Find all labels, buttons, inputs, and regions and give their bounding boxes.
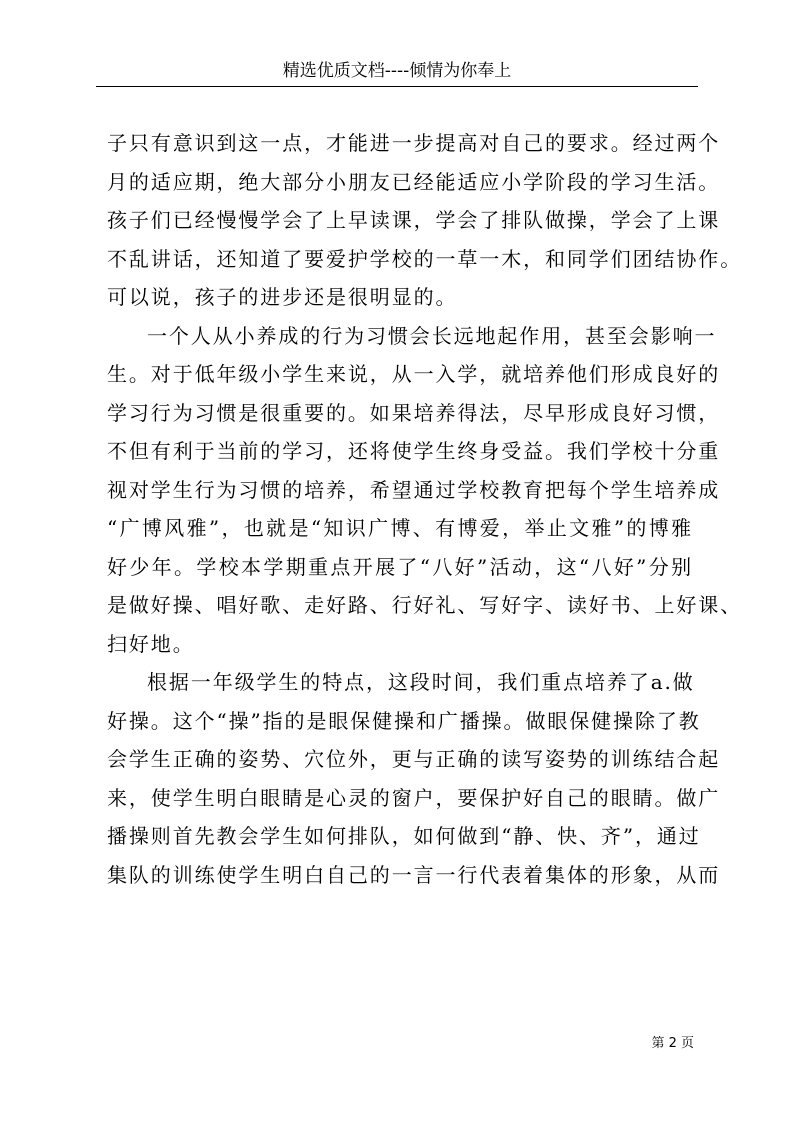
text-line: 好操。这个“操”指的是眼保健操和广播操。做眼保健操除了教 bbox=[107, 708, 701, 733]
page-header bbox=[96, 56, 698, 87]
paragraph-1 bbox=[107, 124, 743, 317]
text-line: “广博风雅”，也就是“知识广博、有博爱，举止文雅”的博雅 bbox=[107, 516, 693, 540]
page-footer bbox=[651, 1032, 694, 1051]
text-line: 是做好操、唱好歌、走好路、行好礼、写好字、读好书、上好课、 bbox=[107, 593, 743, 617]
text-line: 好少年。学校本学期重点开展了“八好”活动，这“八好”分别 bbox=[107, 554, 693, 579]
text-line: 视对学生行为习惯的培养，希望通过学校教育把每个学生培养成 bbox=[107, 477, 721, 502]
text-line: 会学生正确的姿势、穴位外，更与正确的读写姿势的训练结合起 bbox=[107, 747, 721, 771]
text-line: 生。对于低年级小学生来说，从一入学，就培养他们形成良好的 bbox=[107, 362, 721, 386]
text-line: 一个人从小养成的行为习惯会长远地起作用，甚至会影响一 bbox=[147, 323, 717, 348]
text-line: 不但有利于当前的学习，还将使学生终身受益。我们学校十分重 bbox=[107, 439, 721, 463]
text-line: 子只有意识到这一点，才能进一步提高对自己的要求。经过两个 bbox=[107, 131, 721, 155]
paragraph-2 bbox=[107, 317, 743, 664]
text-line: 可以说，孩子的进步还是很明显的。 bbox=[107, 285, 458, 309]
text-line: 集队的训练使学生明白自己的一言一行代表着集体的形象，从而 bbox=[107, 862, 721, 887]
text-line: 孩子们已经慢慢学会了上早读课，学会了排队做操，学会了上课 bbox=[107, 208, 721, 232]
text-line: 不乱讲话，还知道了要爱护学校的一草一木，和同学们团结协作。 bbox=[107, 246, 743, 271]
paragraph-3 bbox=[107, 663, 721, 894]
text-line: 月的适应期，绝大部分小朋友已经能适应小学阶段的学习生活。 bbox=[107, 169, 721, 194]
text-line: 扫好地。 bbox=[107, 631, 195, 656]
text-line: 学习行为习惯是很重要的。如果培养得法，尽早形成良好习惯， bbox=[107, 400, 721, 425]
page-number: 第 2 页 bbox=[651, 1036, 694, 1051]
text-line: 播操则首先教会学生如何排队，如何做到“静、快、齐”，通过 bbox=[107, 824, 701, 848]
text-line: 根据一年级学生的特点，这段时间，我们重点培养了a.做 bbox=[147, 670, 695, 694]
header-title: 精选优质文档----倾情为你奉上 bbox=[282, 61, 512, 81]
document-body bbox=[107, 124, 743, 894]
text-line: 来，使学生明白眼睛是心灵的窗户，要保护好自己的眼睛。做广 bbox=[107, 785, 721, 810]
